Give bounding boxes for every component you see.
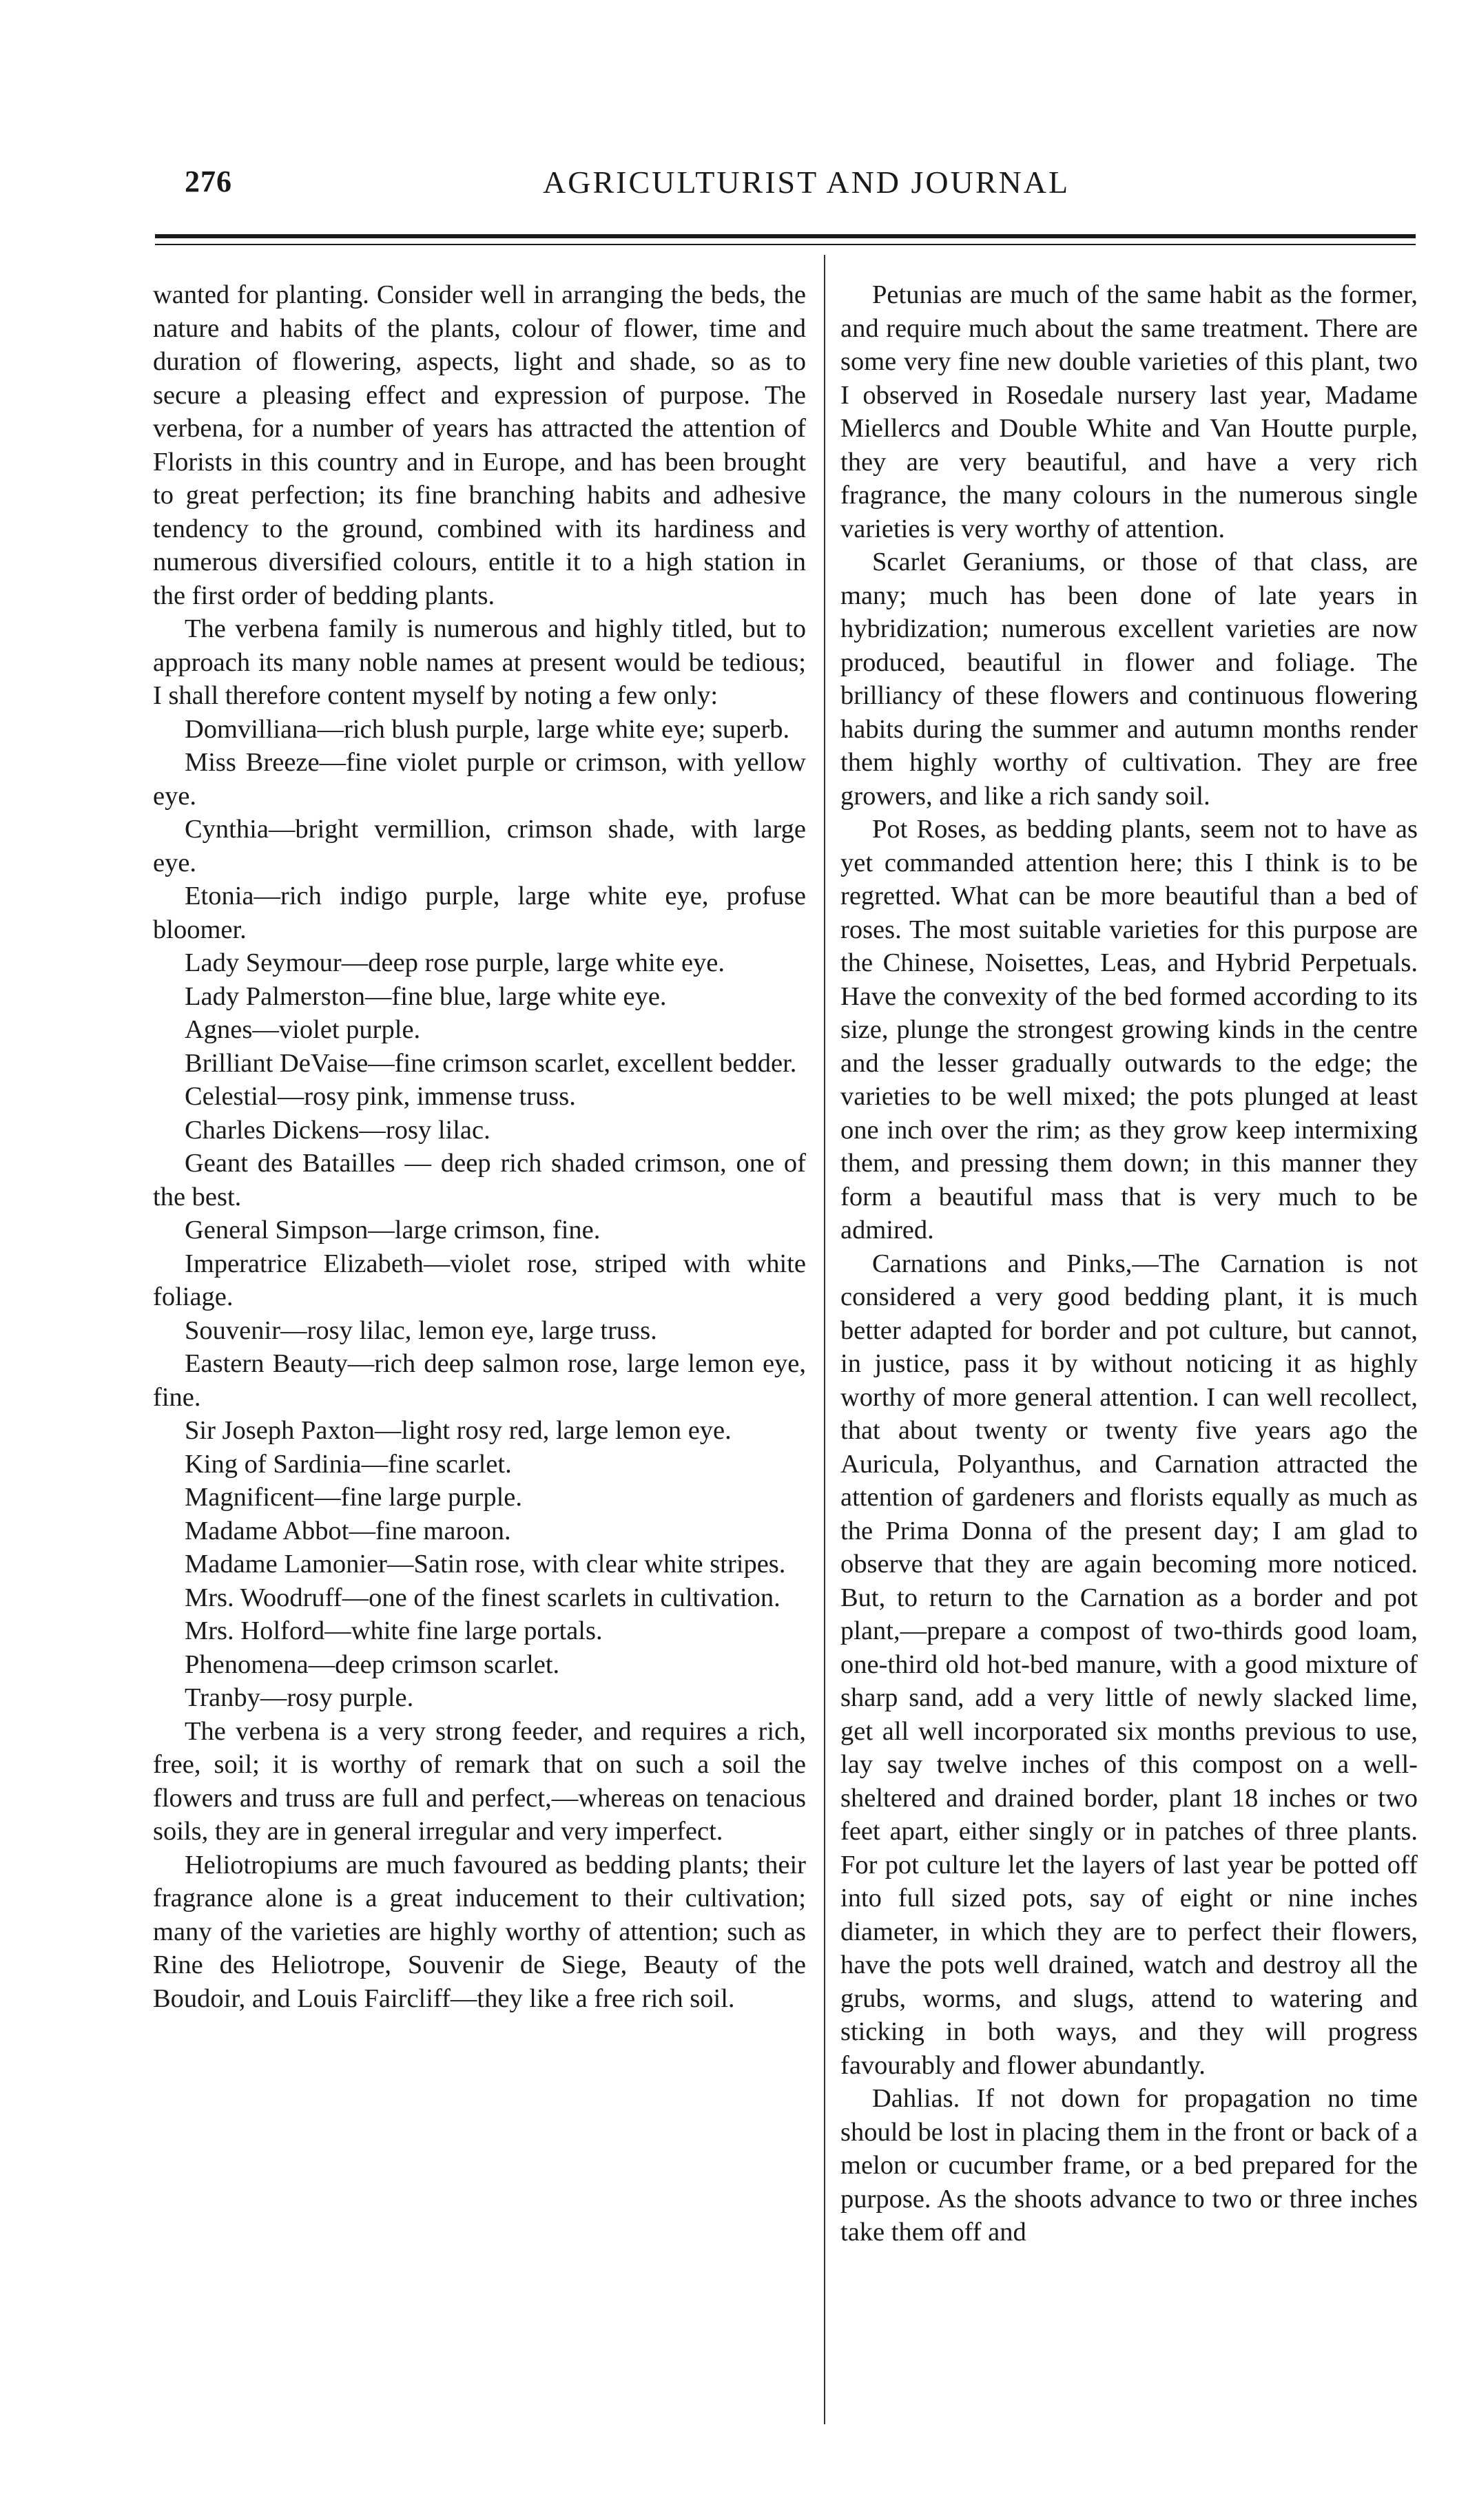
verbena-entry: Mrs. Woodruff—one of the finest scarlets in cultivation.	[185, 1583, 780, 1612]
verbena-entry: Souvenir—rosy lilac, lemon eye, large truss.	[185, 1315, 657, 1345]
paragraph: Carnations and Pinks,—The Carnation is not considered a very good bedding plant, it is much better adapted for border and pot culture, but cannot, in justice, pass it by without noticing it as highly worthy of more general attention. I can well recollect, that about twenty or twenty five years ago the Auricula, Polyanthus, and Carnation attracted the attention of gardeners and florists equally as much as the Prima Donna of the present day; I am glad to observe that they are again becoming more noticed. But, to return to the Carnation as a border and pot plant,—prepare a compost of two-thirds good loam, one-third old hot-bed manure, with a good mixture of sharp sand, add a very little of newly slacked lime, get all well incorporated six months previous to use, lay say twelve inches of this compost on a well-sheltered and drained border, plant 18 inches or two feet apart, either singly or in patches of three plants. For pot culture let the layers of last year be potted off into full sized pots, say of eight or nine inches diameter, in which they are to perfect their flowers, have the pots well drained, watch and destroy all the grubs, worms, and slugs, attend to watering and sticking in both ways, and they will progress favourably and flower abundantly.	[840, 1249, 1418, 2080]
verbena-entry: Madame Lamonier—Satin rose, with clear white stripes.	[185, 1550, 786, 1579]
verbena-entry: Eastern Beauty—rich deep salmon rose, large lemon eye, fine.	[153, 1349, 806, 1412]
verbena-entry: Imperatrice Elizabeth—violet rose, striped with white foliage.	[153, 1249, 806, 1311]
verbena-entry: Charles Dickens—rosy lilac.	[185, 1115, 490, 1145]
verbena-entry: Domvilliana—rich blush purple, large white eye; superb.	[185, 714, 790, 744]
header-rule	[155, 234, 1416, 238]
header-rule-thin	[155, 244, 1416, 245]
verbena-entry: Phenomena—deep crimson scarlet.	[185, 1649, 560, 1679]
verbena-entry: Cynthia—bright vermillion, crimson shade, with large eye.	[153, 815, 806, 877]
paragraph: Dahlias. If not down for propagation no time should be lost in placing them in the front or back of a melon or cucumber frame, or a bed prepared for the purpose. As the shoots advance to two or three inches take them off and	[840, 2084, 1418, 2247]
right-column	[840, 278, 1418, 2249]
paragraph: wanted for planting. Consider well in arranging the beds, the nature and habits of the plants, colour of flower, time and duration of flowering, aspects, light and shade, so as to secure a pleasing effect and expression of purpose. The verbena, for a number of years has attracted the attention of Florists in this country and in Europe, and has been brought to great perfection; its fine branching habits and adhesive tendency to the ground, combined with its hardiness and numerous diversified colours, entitle it to a high station in the first order of bedding plants.	[153, 280, 806, 610]
verbena-entry: Celestial—rosy pink, immense truss.	[185, 1082, 576, 1111]
verbena-entry: Lady Palmerston—fine blue, large white eye.	[185, 981, 667, 1011]
paragraph: Pot Roses, as bedding plants, seem not to have as yet commanded attention here; this I think is to be regretted. What can be more beautiful than a bed of roses. The most suitable varieties for this purpose are the Chinese, Noisettes, Leas, and Hybrid Perpetuals. Have the convexity of the bed formed according to its size, plunge the strongest growing kinds in the centre and the lesser gradually outwards to the edge; the varieties to be well mixed; the pots plunged at least one inch over the rim; as they grow keep intermixing them, and pressing them down; in this manner they form a beautiful mass that is very much to be admired.	[840, 815, 1418, 1245]
verbena-entry: Magnificent—fine large purple.	[185, 1483, 522, 1512]
verbena-entry: Brilliant DeVaise—fine crimson scarlet, excellent bedder.	[185, 1048, 797, 1078]
paragraph: The verbena is a very strong feeder, and requires a rich, free, soil; it is worthy of remark that on such a soil the flowers and truss are full and perfect,—whereas on tenacious soils, they are in general irregular and very imperfect.	[153, 1716, 806, 1846]
verbena-entry: Sir Joseph Paxton—light rosy red, large lemon eye.	[185, 1416, 732, 1445]
verbena-entry: Tranby—rosy purple.	[185, 1683, 414, 1712]
verbena-entry: King of Sardinia—fine scarlet.	[185, 1449, 512, 1479]
verbena-entry: Madame Abbot—fine maroon.	[185, 1516, 511, 1545]
left-column	[153, 278, 806, 2015]
verbena-entry: Lady Seymour—deep rose purple, large white eye.	[185, 948, 725, 977]
paragraph: The verbena family is numerous and highly titled, but to approach its many noble names at present would be tedious; I shall therefore content myself by noting a few only:	[153, 614, 806, 710]
column-divider	[824, 255, 825, 2424]
verbena-entry: Etonia—rich indigo purple, large white eye, profuse bloomer.	[153, 882, 806, 944]
verbena-entry: Mrs. Holford—white fine large portals.	[185, 1616, 603, 1645]
verbena-entry: Agnes—violet purple.	[185, 1015, 421, 1044]
paragraph: Petunias are much of the same habit as the former, and require much about the same treatment. There are some very fine new double varieties of this plant, two I observed in Rosedale nursery last year, Madame Miellercs and Double White and Van Houtte purple, they are very beautiful, and have a very rich fragrance, the many colours in the numerous single varieties is very worthy of attention.	[840, 280, 1418, 543]
running-head: AGRICULTURIST AND JOURNAL	[543, 165, 1071, 200]
paragraph: Scarlet Geraniums, or those of that class, are many; much has been done of late years in hybridization; numerous excellent varieties are now produced, beautiful in flower and foliage. The brilliancy of these flowers and continuous flowering habits during the summer and autumn months render them highly worthy of cultivation. They are free growers, and like a rich sandy soil.	[840, 548, 1418, 811]
paragraph: Heliotropiums are much favoured as bedding plants; their fragrance alone is a great inducement to their cultivation; many of the varieties are highly worthy of attention; such as Rine des Heliotrope, Souvenir de Siege, Beauty of the Boudoir, and Louis Faircliff—they like a free rich soil.	[153, 1850, 806, 2013]
verbena-entry: General Simpson—large crimson, fine.	[185, 1216, 601, 1245]
verbena-entry: Miss Breeze—fine violet purple or crimson, with yellow eye.	[153, 748, 806, 811]
page-number: 276	[185, 165, 232, 198]
verbena-entry: Geant des Batailles — deep rich shaded crimson, one of the best.	[153, 1149, 806, 1211]
